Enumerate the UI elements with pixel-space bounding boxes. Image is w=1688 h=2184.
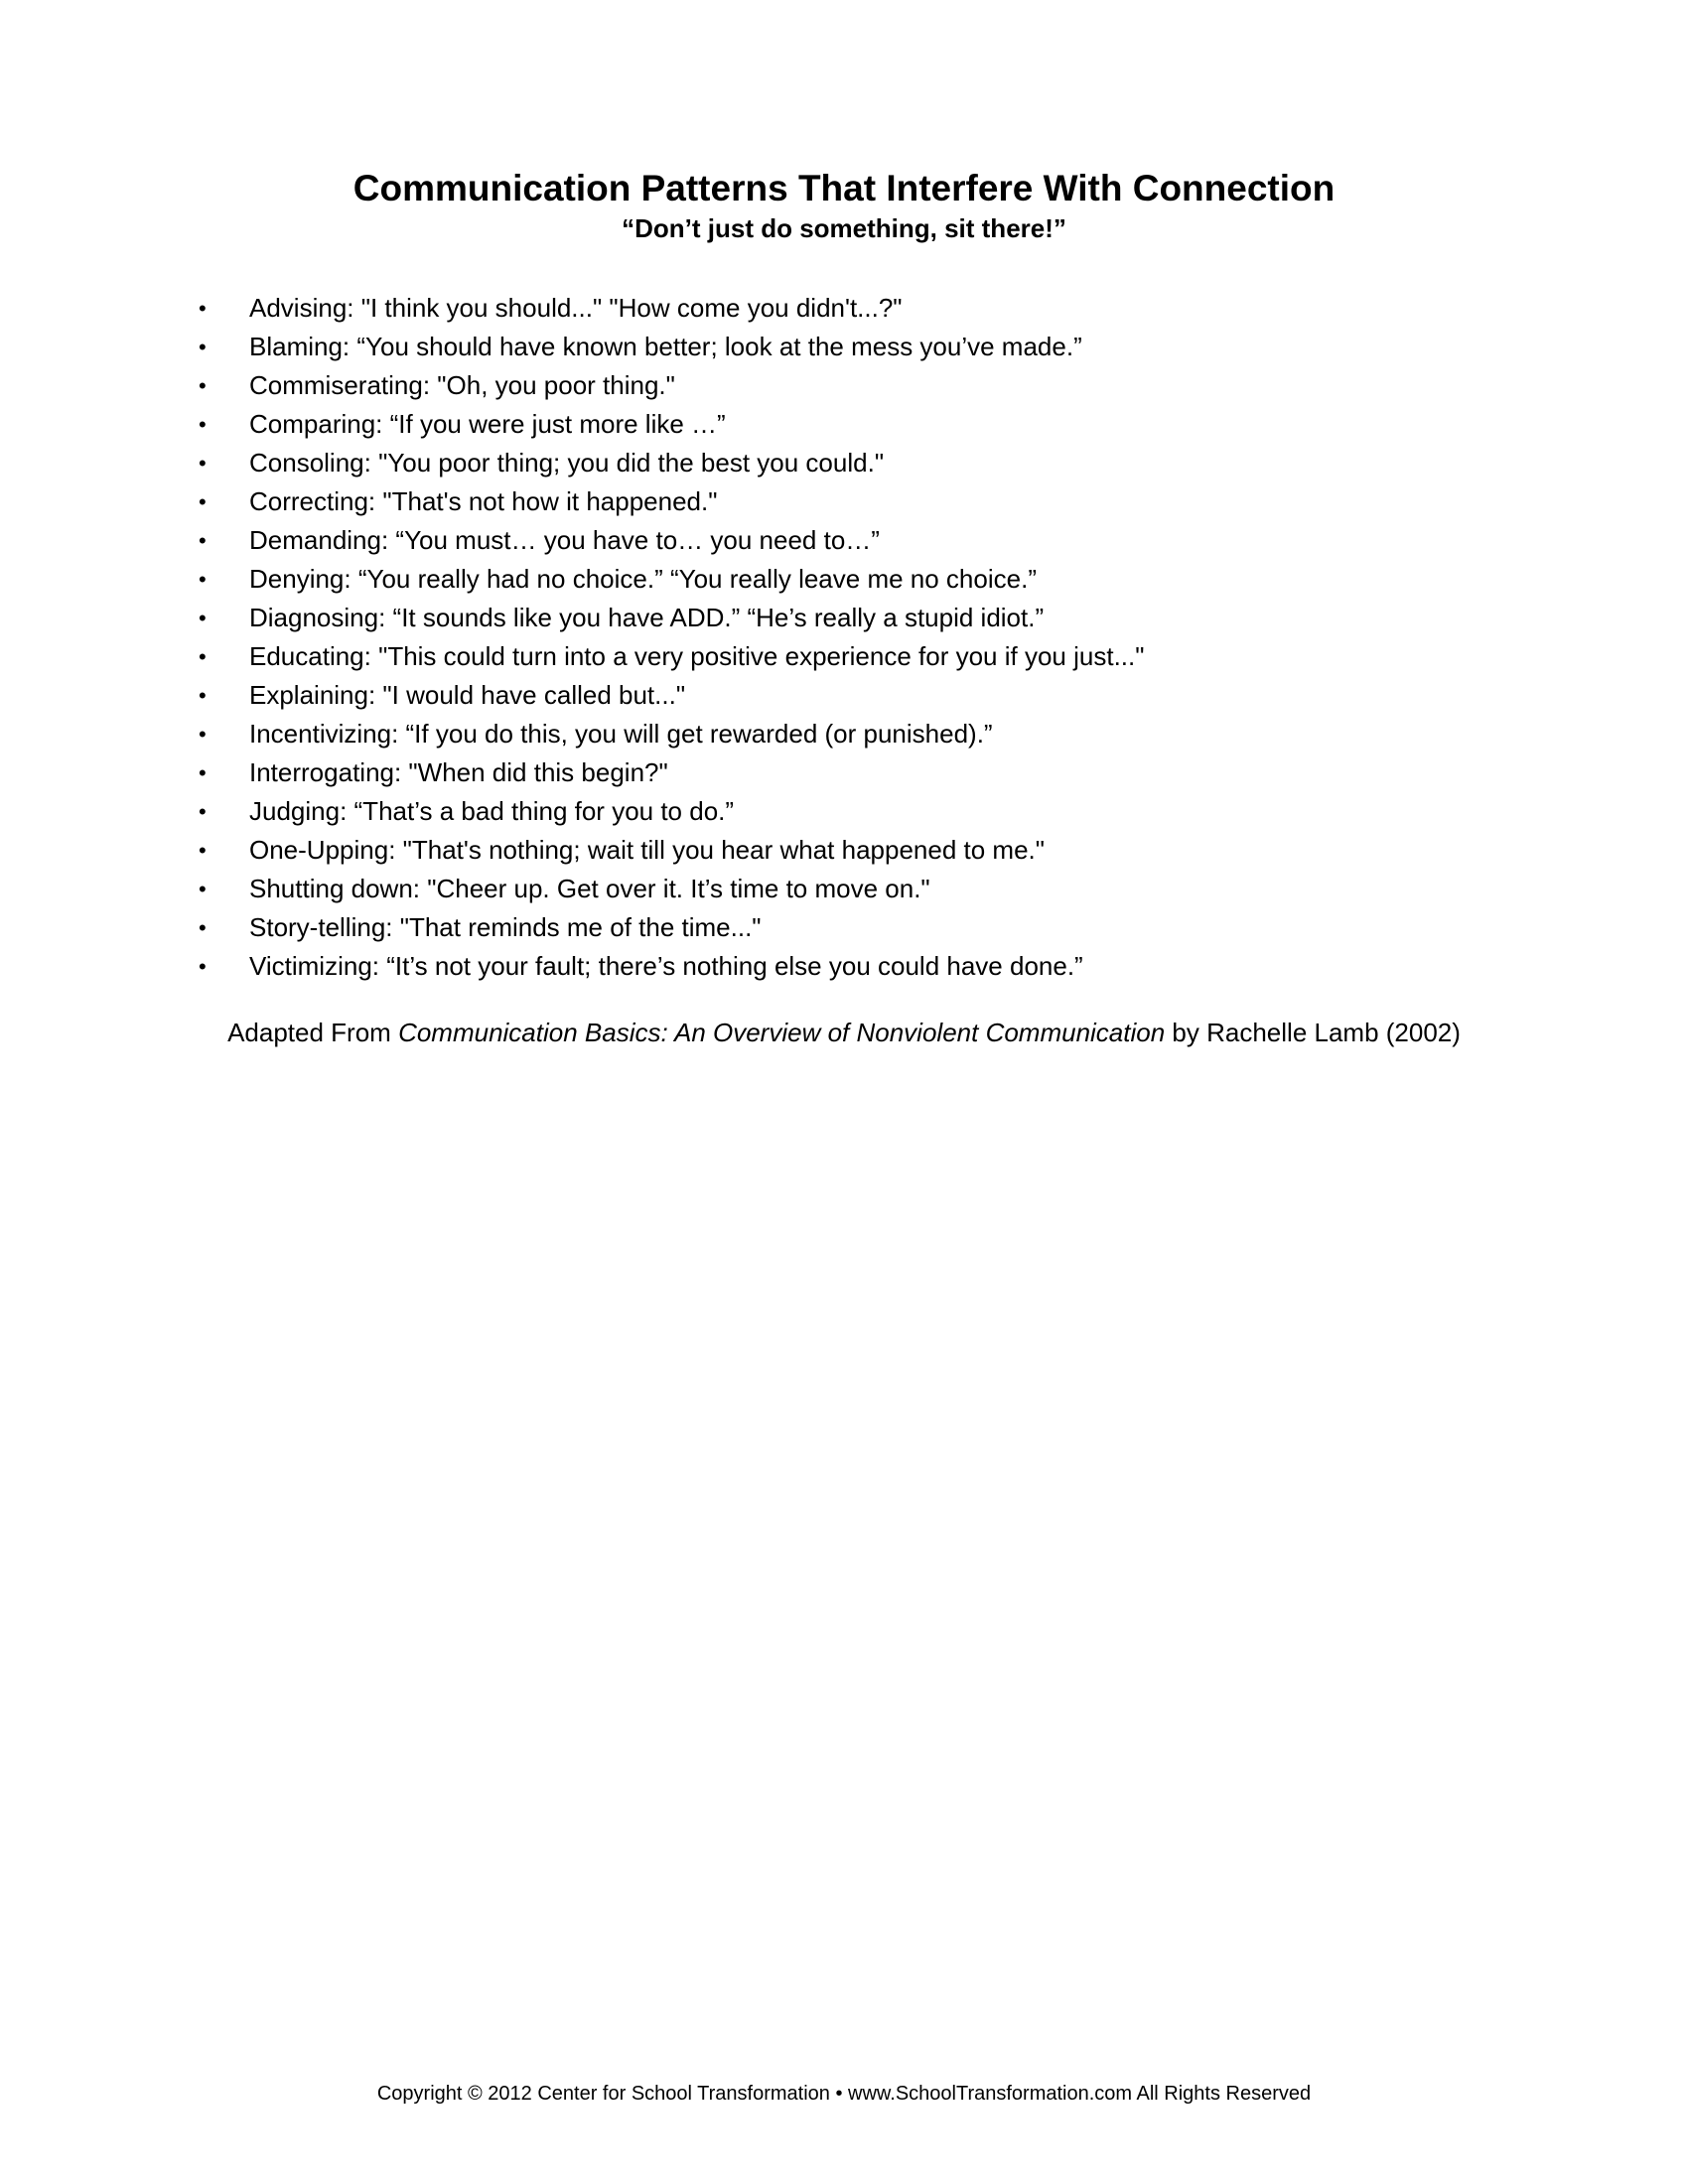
list-item [199,289,1529,328]
bullet-icon: • [199,799,207,824]
list-item [199,870,1529,908]
pattern-text: Blaming: “You should have known better; look at the mess you’ve made.” [249,332,1082,361]
pattern-text: Shutting down: "Cheer up. Get over it. It’s time to move on." [249,874,930,903]
pattern-list [199,289,1529,986]
attribution-work-title: Communication Basics: An Overview of Nonviolent Communication [398,1018,1166,1047]
bullet-icon: • [199,954,207,979]
bullet-icon: • [199,760,207,785]
list-item [199,366,1529,405]
attribution-prefix: Adapted From [227,1018,399,1047]
pattern-text: Demanding: “You must… you have to… you need to…” [249,525,880,555]
list-item [199,599,1529,637]
list-item [199,637,1529,676]
pattern-text: Story-telling: "That reminds me of the time..." [249,912,762,942]
list-item [199,831,1529,870]
pattern-text: Comparing: “If you were just more like …” [249,409,726,439]
pattern-text: One-Upping: "That's nothing; wait till you hear what happened to me." [249,835,1045,865]
bullet-icon: • [199,412,207,437]
list-item [199,560,1529,599]
list-item [199,405,1529,444]
pattern-text: Victimizing: “It’s not your fault; there’s nothing else you could have done.” [249,951,1083,981]
attribution-line [0,1016,1688,1049]
list-item [199,482,1529,521]
bullet-icon: • [199,335,207,359]
list-item [199,753,1529,792]
bullet-icon: • [199,451,207,476]
list-item [199,521,1529,560]
list-item [199,947,1529,986]
pattern-text: Educating: "This could turn into a very positive experience for you if you just..." [249,641,1145,671]
copyright-footer: Copyright © 2012 Center for School Transformation • www.SchoolTransformation.com All Rights Reserved [376,2083,1312,2105]
bullet-icon: • [199,606,207,630]
pattern-text: Consoling: "You poor thing; you did the best you could." [249,448,885,478]
bullet-icon: • [199,528,207,553]
bullet-icon: • [199,567,207,592]
bullet-icon: • [199,683,207,708]
pattern-text: Advising: "I think you should..." "How come you didn't...?" [249,293,903,323]
pattern-text: Denying: “You really had no choice.” “You really leave me no choice.” [249,564,1037,594]
pattern-text: Incentivizing: “If you do this, you will get rewarded (or punished).” [249,719,993,749]
bullet-icon: • [199,915,207,940]
page-subtitle: “Don’t just do something, sit there!” [622,213,1066,243]
pattern-text: Correcting: "That's not how it happened." [249,486,718,516]
list-item [199,908,1529,947]
list-item [199,328,1529,366]
pattern-text: Interrogating: "When did this begin?" [249,757,668,787]
bullet-icon: • [199,373,207,398]
list-item [199,715,1529,753]
bullet-icon: • [199,838,207,863]
pattern-text: Explaining: "I would have called but..." [249,680,686,710]
bullet-icon: • [199,489,207,514]
list-item [199,444,1529,482]
pattern-text: Commiserating: "Oh, you poor thing." [249,370,675,400]
attribution-suffix: by Rachelle Lamb (2002) [1165,1018,1461,1047]
bullet-icon: • [199,644,207,669]
page-title: Communication Patterns That Interfere With Connection [352,168,1336,208]
pattern-text: Diagnosing: “It sounds like you have ADD.” “He’s really a stupid idiot.” [249,603,1045,632]
list-item [199,676,1529,715]
bullet-icon: • [199,877,207,901]
bullet-icon: • [199,722,207,747]
pattern-text: Judging: “That’s a bad thing for you to do.” [249,796,735,826]
bullet-icon: • [199,296,207,321]
list-item [199,792,1529,831]
